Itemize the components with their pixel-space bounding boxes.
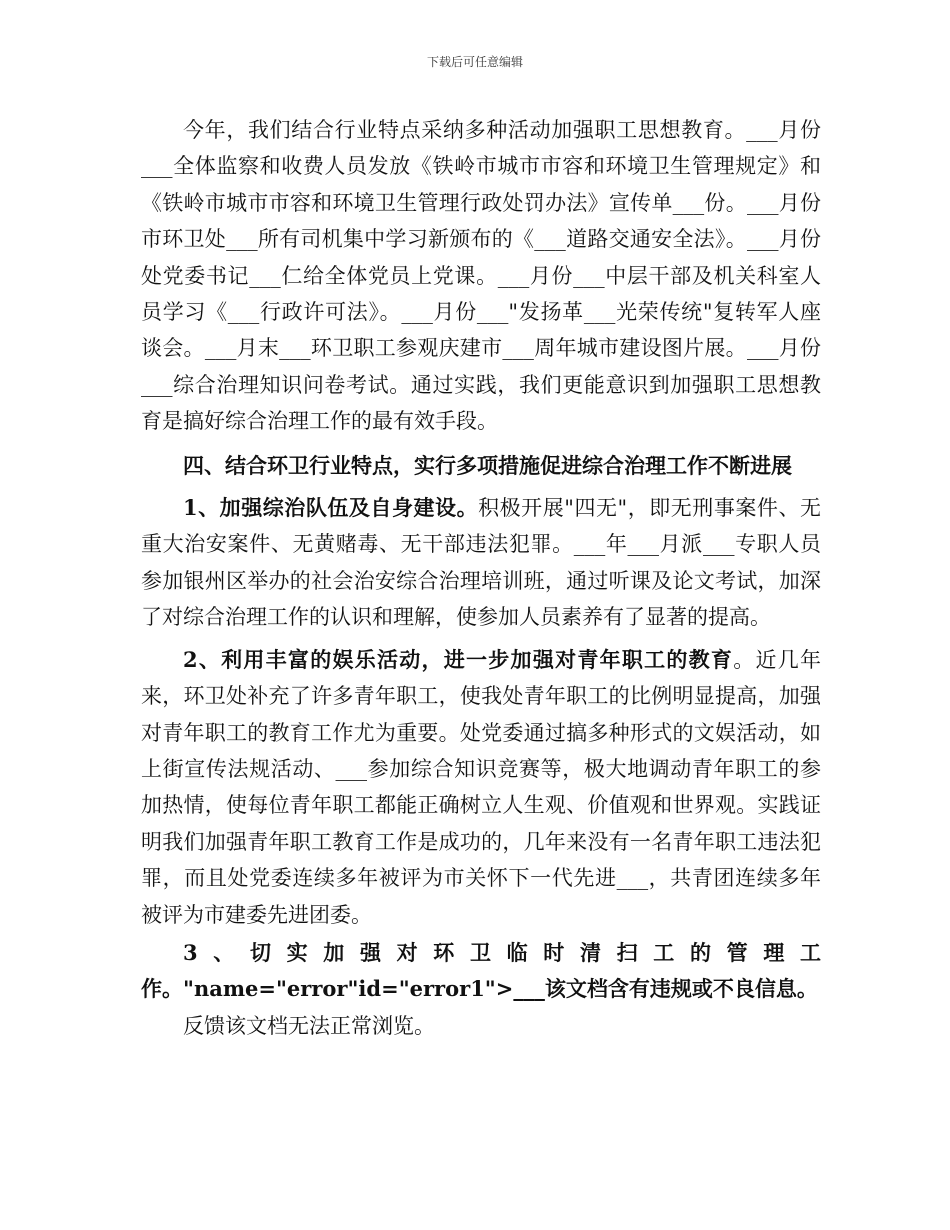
item-heading: 3、切实加强对环卫临时清扫工的管理工作。"name="error"id="error1">___该文档含有违规或不良信息。 <box>141 939 821 1002</box>
paragraph-education <box>141 112 821 440</box>
document-body <box>141 112 821 1044</box>
paragraph-feedback <box>141 1008 821 1044</box>
paragraph-item-1 <box>141 490 821 636</box>
paragraph-item-2 <box>141 642 821 933</box>
paragraph-text: 。近几年来，环卫处补充了许多青年职工，使我处青年职工的比例明显提高，加强对青年职工的教育工作尤为重要。处党委通过搞多种形式的文娱活动，如上街宣传法规活动、___参加综合知识竞赛等，极大地调动青年职工的参加热情，使每位青年职工都能正确树立人生观、价值观和世界观。实践证明我们加强青年职工教育工作是成功的，几年来没有一名青年职工违法犯罪，而且处党委连续多年被评为市关怀下一代先进___，共青团连续多年被评为市建委先进团委。 <box>141 647 821 927</box>
page-header: 下载后可任意编辑 <box>426 55 523 69</box>
item-heading: 1、加强综治队伍及自身建设。 <box>183 495 479 521</box>
paragraph-item-3 <box>141 935 821 1008</box>
paragraph-text: 今年，我们结合行业特点采纳多种活动加强职工思想教育。___月份___全体监察和收费人员发放《铁岭市城市市容和环境卫生管理规定》和《铁岭市城市市容和环境卫生管理行政处罚办法》宣传单___份。___月份市环卫处___所有司机集中学习新颁布的《___道路交通安全法》。___月份处党委书记___仁给全体党员上党课。___月份___中层干部及机关科室人员学习《___行政许可法》。___月份___"发扬革___光荣传统"复转军人座谈会。___月末___环卫职工参观庆建市___周年城市建设图片展。___月份___综合治理知识问卷考试。通过实践，我们更能意识到加强职工思想教育是搞好综合治理工作的最有效手段。 <box>141 118 821 434</box>
section-heading-4 <box>141 448 821 484</box>
paragraph-text: 反馈该文档无法正常浏览。 <box>183 1013 435 1038</box>
section-heading-text: 四、结合环卫行业特点，实行多项措施促进综合治理工作不断进展 <box>183 452 792 478</box>
item-heading: 2、利用丰富的娱乐活动，进一步加强对青年职工的教育 <box>183 646 734 672</box>
paragraph-text: 积极开展"四无"，即无刑事案件、无重大治安案件、无黄赌毒、无干部违法犯罪。___年___月派___专职人员参加银州区举办的社会治安综合治理培训班，通过听课及论文考试，加深了对综合治理工作的认识和理解，使参加人员素养有了显著的提高。 <box>141 496 821 630</box>
